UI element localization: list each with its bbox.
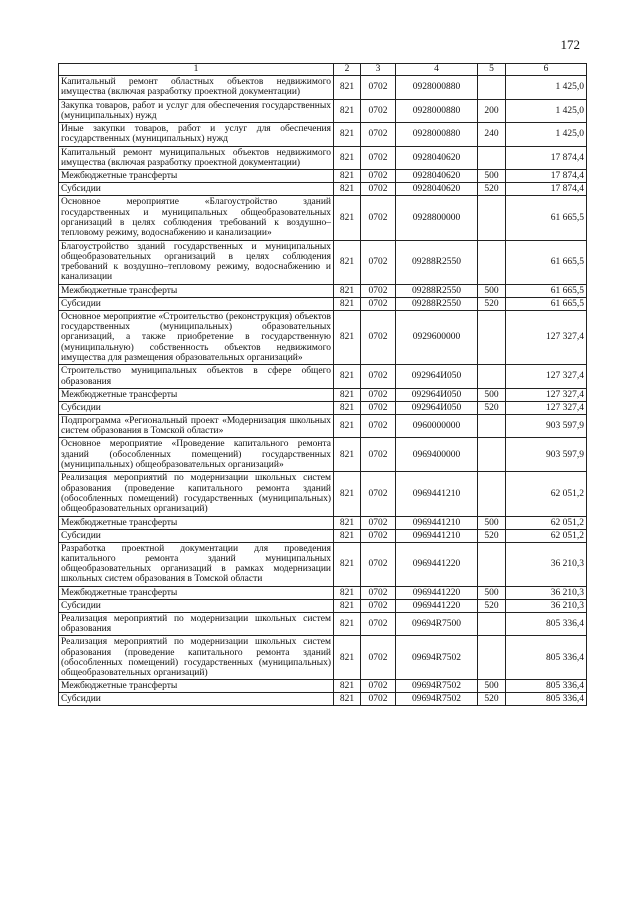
amount: 805 336,4 bbox=[506, 680, 587, 693]
table-row bbox=[59, 693, 587, 706]
target-article-code: 09694R7502 bbox=[396, 680, 478, 693]
expense-type-code: 500 bbox=[478, 284, 506, 297]
expense-type-code: 500 bbox=[478, 170, 506, 183]
section-code: 0702 bbox=[361, 472, 396, 516]
section-code: 0702 bbox=[361, 693, 396, 706]
admin-code: 821 bbox=[334, 146, 361, 170]
admin-code: 821 bbox=[334, 636, 361, 680]
expense-type-code bbox=[478, 414, 506, 438]
row-description: Субсидии bbox=[59, 183, 334, 196]
target-article-code: 09288R2550 bbox=[396, 240, 478, 284]
expense-type-code bbox=[478, 146, 506, 170]
target-article-code: 092964И050 bbox=[396, 365, 478, 389]
amount: 61 665,5 bbox=[506, 284, 587, 297]
target-article-code: 0928040620 bbox=[396, 146, 478, 170]
table-row bbox=[59, 542, 587, 586]
table-row bbox=[59, 472, 587, 516]
table-row bbox=[59, 401, 587, 414]
target-article-code: 0969441210 bbox=[396, 529, 478, 542]
amount: 17 874,4 bbox=[506, 183, 587, 196]
table-row bbox=[59, 99, 587, 123]
row-description: Основное мероприятие «Строительство (реконструкция) объектов государственных (муниципальных) образовательных организаций, а также приобретение в государственную (муниципальную) собственность объектов недвижимого имущества для размещения образовательных организаций» bbox=[59, 310, 334, 364]
section-code: 0702 bbox=[361, 365, 396, 389]
table-row bbox=[59, 170, 587, 183]
row-description: Межбюджетные трансферты bbox=[59, 680, 334, 693]
column-number: 4 bbox=[396, 64, 478, 76]
admin-code: 821 bbox=[334, 586, 361, 599]
admin-code: 821 bbox=[334, 438, 361, 472]
section-code: 0702 bbox=[361, 612, 396, 636]
row-description: Капитальный ремонт областных объектов недвижимого имущества (включая разработку проектной документации) bbox=[59, 76, 334, 100]
table-row bbox=[59, 529, 587, 542]
expense-type-code bbox=[478, 240, 506, 284]
expense-type-code: 500 bbox=[478, 516, 506, 529]
row-description: Подпрограмма «Региональный проект «Модернизация школьных систем образования в Томской области» bbox=[59, 414, 334, 438]
amount: 805 336,4 bbox=[506, 693, 587, 706]
target-article-code: 09288R2550 bbox=[396, 297, 478, 310]
amount: 127 327,4 bbox=[506, 310, 587, 364]
row-description: Межбюджетные трансферты bbox=[59, 284, 334, 297]
section-code: 0702 bbox=[361, 401, 396, 414]
admin-code: 821 bbox=[334, 196, 361, 240]
section-code: 0702 bbox=[361, 599, 396, 612]
expense-type-code: 520 bbox=[478, 183, 506, 196]
expense-type-code bbox=[478, 196, 506, 240]
target-article-code: 0928000880 bbox=[396, 123, 478, 147]
section-code: 0702 bbox=[361, 196, 396, 240]
amount: 36 210,3 bbox=[506, 599, 587, 612]
amount: 62 051,2 bbox=[506, 516, 587, 529]
expense-type-code: 500 bbox=[478, 388, 506, 401]
section-code: 0702 bbox=[361, 680, 396, 693]
section-code: 0702 bbox=[361, 297, 396, 310]
table-row bbox=[59, 586, 587, 599]
target-article-code: 0929600000 bbox=[396, 310, 478, 364]
target-article-code: 0969441220 bbox=[396, 599, 478, 612]
admin-code: 821 bbox=[334, 183, 361, 196]
expense-type-code: 500 bbox=[478, 586, 506, 599]
amount: 62 051,2 bbox=[506, 472, 587, 516]
amount: 62 051,2 bbox=[506, 529, 587, 542]
admin-code: 821 bbox=[334, 297, 361, 310]
target-article-code: 0928000880 bbox=[396, 76, 478, 100]
row-description: Межбюджетные трансферты bbox=[59, 586, 334, 599]
section-code: 0702 bbox=[361, 240, 396, 284]
expense-type-code: 240 bbox=[478, 123, 506, 147]
row-description: Реализация мероприятий по модернизации школьных систем образования (проведение капитального ремонта зданий (обособленных помещений) государственных (муниципальных) общеобразовательных организаций) bbox=[59, 636, 334, 680]
row-description: Капитальный ремонт муниципальных объектов недвижимого имущества (включая разработку проектной документации) bbox=[59, 146, 334, 170]
admin-code: 821 bbox=[334, 693, 361, 706]
admin-code: 821 bbox=[334, 170, 361, 183]
row-description: Реализация мероприятий по модернизации школьных систем образования bbox=[59, 612, 334, 636]
admin-code: 821 bbox=[334, 612, 361, 636]
amount: 17 874,4 bbox=[506, 170, 587, 183]
target-article-code: 0969441220 bbox=[396, 586, 478, 599]
section-code: 0702 bbox=[361, 146, 396, 170]
row-description: Иные закупки товаров, работ и услуг для обеспечения государственных (муниципальных) нужд bbox=[59, 123, 334, 147]
target-article-code: 0928040620 bbox=[396, 170, 478, 183]
target-article-code: 09694R7502 bbox=[396, 693, 478, 706]
expense-type-code bbox=[478, 365, 506, 389]
row-description: Субсидии bbox=[59, 297, 334, 310]
row-description: Субсидии bbox=[59, 599, 334, 612]
amount: 127 327,4 bbox=[506, 365, 587, 389]
section-code: 0702 bbox=[361, 284, 396, 297]
expense-type-code: 520 bbox=[478, 529, 506, 542]
target-article-code: 0928800000 bbox=[396, 196, 478, 240]
table-row bbox=[59, 599, 587, 612]
table-row bbox=[59, 680, 587, 693]
amount: 17 874,4 bbox=[506, 146, 587, 170]
target-article-code: 0960000000 bbox=[396, 414, 478, 438]
section-code: 0702 bbox=[361, 99, 396, 123]
row-description: Основное мероприятие «Проведение капитального ремонта зданий (обособленных помещений) государственных (муниципальных) общеобразовательных организаций» bbox=[59, 438, 334, 472]
target-article-code: 092964И050 bbox=[396, 388, 478, 401]
admin-code: 821 bbox=[334, 472, 361, 516]
amount: 903 597,9 bbox=[506, 438, 587, 472]
section-code: 0702 bbox=[361, 310, 396, 364]
expense-type-code: 500 bbox=[478, 680, 506, 693]
target-article-code: 09288R2550 bbox=[396, 284, 478, 297]
section-code: 0702 bbox=[361, 516, 396, 529]
admin-code: 821 bbox=[334, 388, 361, 401]
admin-code: 821 bbox=[334, 529, 361, 542]
target-article-code: 0969441220 bbox=[396, 542, 478, 586]
section-code: 0702 bbox=[361, 529, 396, 542]
row-description: Субсидии bbox=[59, 529, 334, 542]
section-code: 0702 bbox=[361, 76, 396, 100]
row-description: Основное мероприятие «Благоустройство зданий государственных и муниципальных общеобразовательных организаций в целях соблюдения требований к воздушно–тепловому режиму, водоснабжению и канализации» bbox=[59, 196, 334, 240]
column-number: 3 bbox=[361, 64, 396, 76]
expense-type-code bbox=[478, 542, 506, 586]
table-row bbox=[59, 183, 587, 196]
admin-code: 821 bbox=[334, 284, 361, 297]
expense-type-code bbox=[478, 636, 506, 680]
admin-code: 821 bbox=[334, 599, 361, 612]
expense-type-code: 520 bbox=[478, 401, 506, 414]
admin-code: 821 bbox=[334, 240, 361, 284]
target-article-code: 09694R7500 bbox=[396, 612, 478, 636]
amount: 61 665,5 bbox=[506, 196, 587, 240]
column-number-row bbox=[59, 64, 587, 76]
expense-type-code: 520 bbox=[478, 297, 506, 310]
expense-type-code: 520 bbox=[478, 693, 506, 706]
row-description: Строительство муниципальных объектов в сфере общего образования bbox=[59, 365, 334, 389]
expense-type-code bbox=[478, 612, 506, 636]
row-description: Субсидии bbox=[59, 693, 334, 706]
table-row bbox=[59, 516, 587, 529]
section-code: 0702 bbox=[361, 388, 396, 401]
admin-code: 821 bbox=[334, 414, 361, 438]
table-row bbox=[59, 636, 587, 680]
column-number: 2 bbox=[334, 64, 361, 76]
table-row bbox=[59, 284, 587, 297]
amount: 805 336,4 bbox=[506, 612, 587, 636]
target-article-code: 0969400000 bbox=[396, 438, 478, 472]
row-description: Межбюджетные трансферты bbox=[59, 170, 334, 183]
table-row bbox=[59, 438, 587, 472]
table-row bbox=[59, 365, 587, 389]
amount: 61 665,5 bbox=[506, 297, 587, 310]
column-number: 1 bbox=[59, 64, 334, 76]
table-row bbox=[59, 612, 587, 636]
target-article-code: 09694R7502 bbox=[396, 636, 478, 680]
admin-code: 821 bbox=[334, 123, 361, 147]
target-article-code: 092964И050 bbox=[396, 401, 478, 414]
amount: 903 597,9 bbox=[506, 414, 587, 438]
section-code: 0702 bbox=[361, 123, 396, 147]
admin-code: 821 bbox=[334, 401, 361, 414]
amount: 36 210,3 bbox=[506, 542, 587, 586]
table-row bbox=[59, 297, 587, 310]
amount: 127 327,4 bbox=[506, 401, 587, 414]
table-row bbox=[59, 123, 587, 147]
expense-type-code bbox=[478, 76, 506, 100]
column-number: 5 bbox=[478, 64, 506, 76]
table-row bbox=[59, 388, 587, 401]
expense-type-code bbox=[478, 472, 506, 516]
row-description: Разработка проектной документации для проведения капитального ремонта зданий муниципальных общеобразовательных организаций в рамках модернизации школьных систем образования в Томской области bbox=[59, 542, 334, 586]
admin-code: 821 bbox=[334, 516, 361, 529]
amount: 36 210,3 bbox=[506, 586, 587, 599]
column-number: 6 bbox=[506, 64, 587, 76]
section-code: 0702 bbox=[361, 542, 396, 586]
section-code: 0702 bbox=[361, 586, 396, 599]
section-code: 0702 bbox=[361, 414, 396, 438]
amount: 1 425,0 bbox=[506, 123, 587, 147]
section-code: 0702 bbox=[361, 183, 396, 196]
expense-type-code: 200 bbox=[478, 99, 506, 123]
admin-code: 821 bbox=[334, 76, 361, 100]
admin-code: 821 bbox=[334, 310, 361, 364]
row-description: Закупка товаров, работ и услуг для обеспечения государственных (муниципальных) нужд bbox=[59, 99, 334, 123]
row-description: Межбюджетные трансферты bbox=[59, 388, 334, 401]
section-code: 0702 bbox=[361, 438, 396, 472]
page-number: 172 bbox=[560, 37, 580, 52]
amount: 61 665,5 bbox=[506, 240, 587, 284]
admin-code: 821 bbox=[334, 99, 361, 123]
amount: 1 425,0 bbox=[506, 99, 587, 123]
budget-table-body bbox=[59, 64, 587, 706]
row-description: Межбюджетные трансферты bbox=[59, 516, 334, 529]
target-article-code: 0928040620 bbox=[396, 183, 478, 196]
table-row bbox=[59, 146, 587, 170]
amount: 1 425,0 bbox=[506, 76, 587, 100]
admin-code: 821 bbox=[334, 542, 361, 586]
expense-type-code: 520 bbox=[478, 599, 506, 612]
table-row bbox=[59, 414, 587, 438]
table-row bbox=[59, 196, 587, 240]
target-article-code: 0969441210 bbox=[396, 472, 478, 516]
row-description: Субсидии bbox=[59, 401, 334, 414]
section-code: 0702 bbox=[361, 170, 396, 183]
budget-table bbox=[58, 63, 587, 706]
expense-type-code bbox=[478, 438, 506, 472]
expense-type-code bbox=[478, 310, 506, 364]
table-row bbox=[59, 240, 587, 284]
target-article-code: 0928000880 bbox=[396, 99, 478, 123]
target-article-code: 0969441210 bbox=[396, 516, 478, 529]
amount: 127 327,4 bbox=[506, 388, 587, 401]
section-code: 0702 bbox=[361, 636, 396, 680]
row-description: Благоустройство зданий государственных и муниципальных общеобразовательных организаций в целях соблюдения требований к воздушно–тепловому режиму, водоснабжению и канализации bbox=[59, 240, 334, 284]
admin-code: 821 bbox=[334, 680, 361, 693]
admin-code: 821 bbox=[334, 365, 361, 389]
row-description: Реализация мероприятий по модернизации школьных систем образования (проведение капитального ремонта зданий (обособленных помещений) государственных (муниципальных) общеобразовательных организаций) bbox=[59, 472, 334, 516]
table-row bbox=[59, 310, 587, 364]
table-row bbox=[59, 76, 587, 100]
amount: 805 336,4 bbox=[506, 636, 587, 680]
